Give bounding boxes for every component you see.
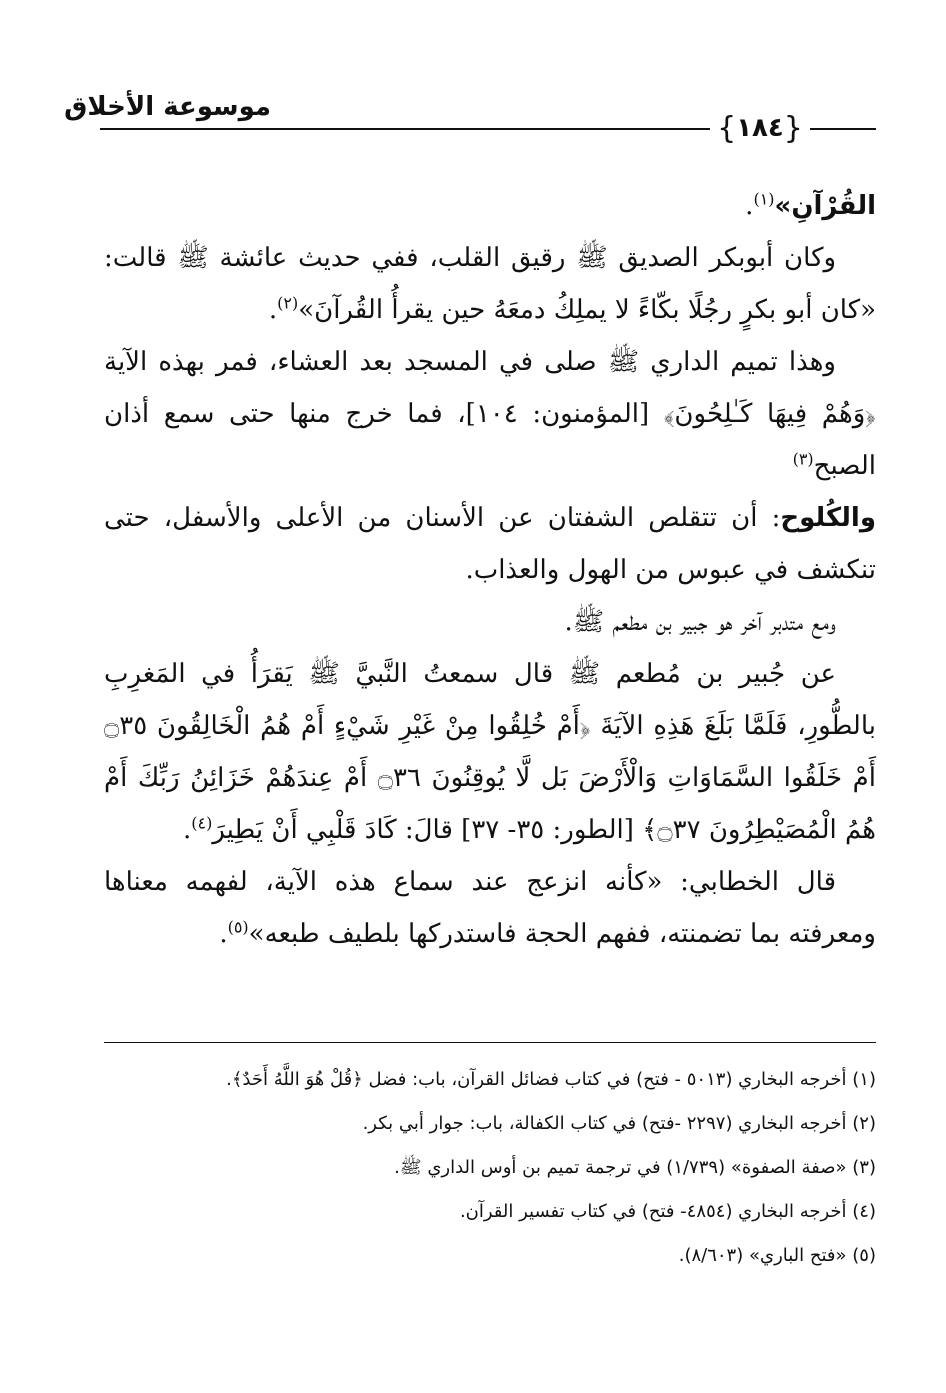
main-text (104, 180, 876, 960)
quote-end: القُرْآنِ» (774, 191, 876, 221)
header-rule-left (100, 128, 710, 130)
paragraph-5-text: ومع متدبر آخر هو جبير بن مطعم ﷺ. (564, 607, 836, 637)
brace-right-icon: } (783, 110, 803, 146)
paragraph-5 (104, 596, 876, 648)
footnote-ref-3: (٣) (792, 449, 814, 469)
page-number-box (710, 108, 810, 148)
paragraph-6 (104, 648, 876, 856)
footnote-5: (٥) «فتح الباري» (٨/٦٠٣). (678, 1245, 876, 1266)
paragraph-7-text: قال الخطابي: «كأنه انزعج عند سماع هذه الآية، لفهمه معناها ومعرفته بما تضمنته، ففهم الحجة فاستدركها بلطيف طبعه» (104, 867, 876, 949)
footnote-2: (٢) أخرجه البخاري (٢٢٩٧ -فتح) في كتاب الكفالة، باب: جوار أبي بكر. (362, 1113, 876, 1134)
footnote-separator (104, 1042, 876, 1043)
definition-term: والكُلوح (780, 503, 876, 533)
paragraph-2 (104, 232, 876, 336)
paragraph-3 (104, 336, 876, 492)
paragraph-4 (104, 492, 876, 596)
footnote-ref-5: (٥) (227, 917, 249, 937)
footnote-1: (١) أخرجه البخاري (٥٠١٣ - فتح) في كتاب فضائل القرآن، باب: فضل ﴿قُلْ هُوَ اللَّهُ أَحَدٌ﴾. (226, 1069, 876, 1090)
footnote-ref-2: (٢) (277, 293, 299, 313)
paragraph-1-end: . (745, 191, 754, 221)
header-rule-right (810, 128, 876, 130)
paragraph-2-text: وكان أبوبكر الصديق ﷺ رقيق القلب، ففي حديث عائشة ﷺ قالت: «كان أبو بكرٍ رجُلًا بكّاءً لا يملِكُ دمعَهُ حين يقرأُ القُرآنَ» (104, 243, 876, 325)
brace-left-icon: { (717, 110, 737, 146)
footnote-ref-1: (١) (753, 189, 775, 209)
paragraph-7 (104, 856, 876, 960)
footnote-3: (٣) «صفة الصفوة» (١/٧٣٩) في ترجمة تميم بن أوس الداري ﷺ. (394, 1157, 876, 1178)
paragraph-2-end: . (268, 295, 278, 325)
running-header-title: موسوعة الأخلاق (64, 92, 271, 122)
footnote-4: (٤) أخرجه البخاري (٤٨٥٤- فتح) في كتاب تفسير القرآن. (459, 1201, 876, 1222)
hadith-text: عن جُبير بن مُطعم ﷺ قال سمعتُ النَّبيَّ ﷺ يَقرَأُ في المَغرِبِ بالطُّورِ، فَلَمَّا بَلَغَ هَذِهِ الآيَةَ ﴿أَمْ خُلِقُوا مِنْ غَيْرِ شَيْءٍ أَمْ هُمُ الْخَالِقُونَ ۝٣٥ أَمْ خَلَقُوا السَّمَاوَاتِ وَالْأَرْضَ بَل لَّا يُوقِنُونَ ۝٣٦ أَمْ عِندَهُمْ خَزَائِنُ رَبِّكَ أَمْ هُمُ الْمُصَيْطِرُونَ ۝٣٧﴾ [الطور: ٣٥- ٣٧] قالَ: كَادَ قَلْبِي أَنْ يَطِيرَ (104, 659, 876, 845)
paragraph-1 (104, 180, 876, 232)
footnotes (104, 1058, 876, 1278)
page-number: ١٨٤ (736, 113, 784, 143)
paragraph-3-text: وهذا تميم الداري ﷺ صلى في المسجد بعد العشاء، فمر بهذه الآية ﴿وَهُمْ فِيهَا كَـٰلِحُونَ﴾ [المؤمنون: ١٠٤]، فما خرج منها حتى سمع أذان الصبح (104, 347, 876, 481)
paragraph-6-end: . (182, 815, 192, 845)
paragraph-7-end: . (219, 919, 228, 949)
definition-text: : أن تتقلص الشفتان عن الأسنان من الأعلى والأسفل، حتى تنكشف في عبوس من الهول والعذاب. (104, 503, 876, 585)
footnote-ref-4: (٤) (191, 813, 213, 833)
